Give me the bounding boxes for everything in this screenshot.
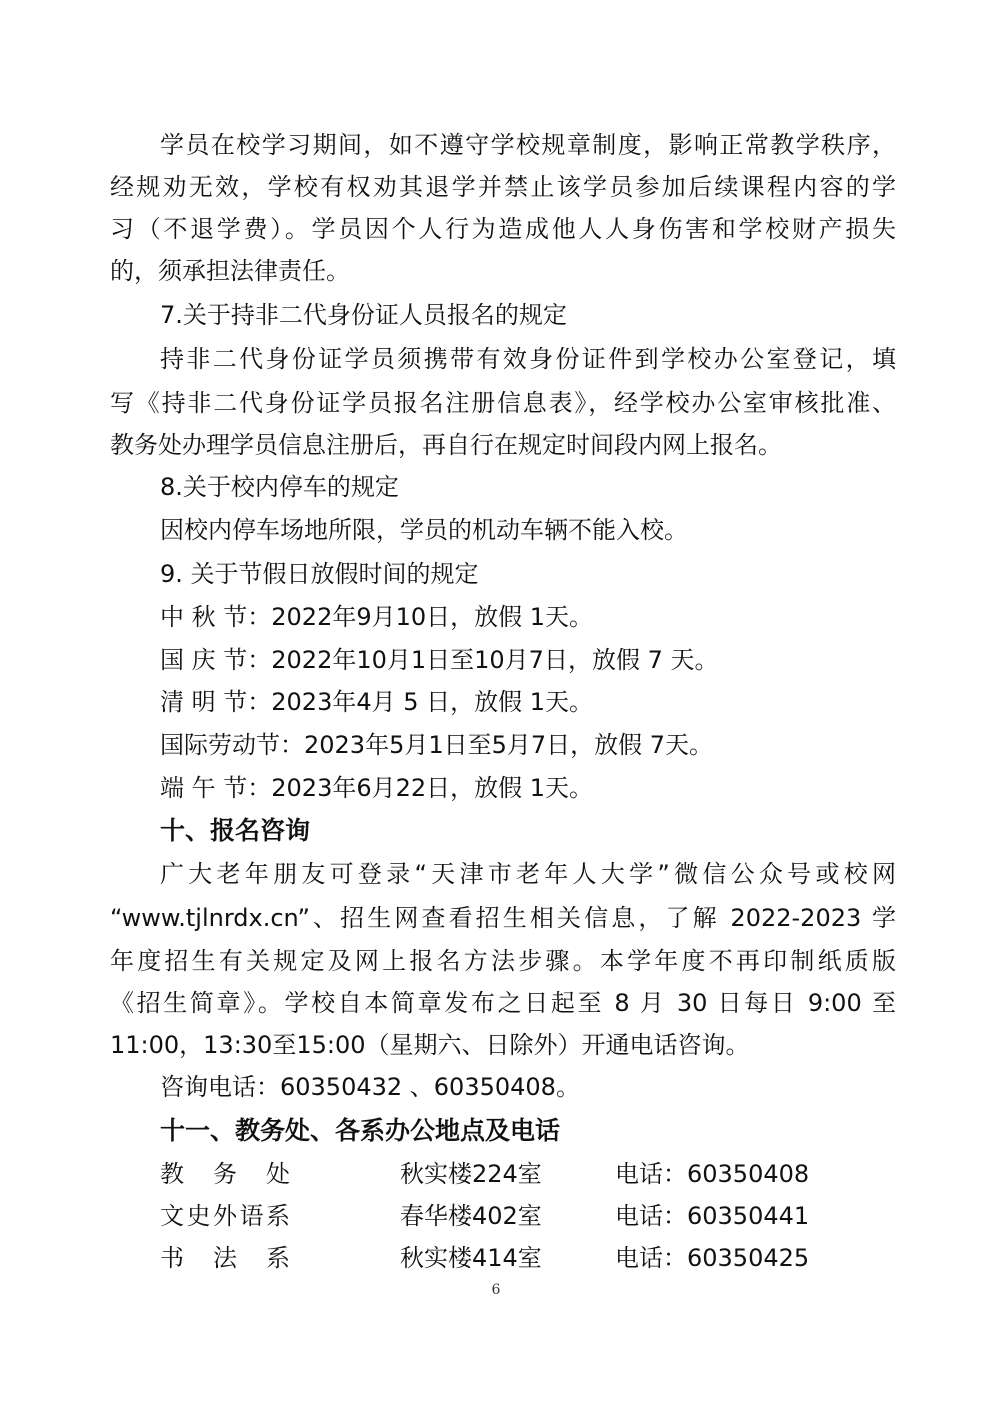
rules-paragraph-line-3: 习（不退学费）。学员因个人行为造成他人人身伤害和学校财产损失 <box>110 215 896 243</box>
section10-line-5: 11:00，13:30至15:00（星期六、日除外）开通电话咨询。 <box>110 1031 750 1059</box>
rules-paragraph-line-1: 学员在校学习期间，如不遵守学校规章制度，影响正常教学秩序， <box>160 131 896 159</box>
holiday-national-day: 国 庆 节：2022年10月1日至10月7日，放假 7 天。 <box>160 646 719 674</box>
rules-paragraph-line-4: 的，须承担法律责任。 <box>110 257 350 285</box>
rules-paragraph-line-2: 经规劝无效，学校有权劝其退学并禁止该学员参加后续课程内容的学 <box>110 173 896 201</box>
section10-heading: 十、报名咨询 <box>160 816 311 845</box>
holiday-labor-day: 国际劳动节：2023年5月1日至5月7日，放假 7天。 <box>160 731 714 759</box>
office-phone: 电话：60350408 <box>615 1160 810 1188</box>
office-location: 秋实楼224室 <box>400 1160 542 1188</box>
office-name: 文史外语系 <box>160 1202 290 1230</box>
page-number: 6 <box>491 1282 501 1298</box>
section7-line-2: 写《持非二代身份证学员报名注册信息表》，经学校办公室审核批准、 <box>110 389 896 417</box>
section8-title: 8.关于校内停车的规定 <box>160 473 399 501</box>
section10-line-3: 年度招生有关规定及网上报名方法步骤。本学年度不再印制纸质版 <box>110 947 896 975</box>
section11-heading: 十一、教务处、各系办公地点及电话 <box>160 1116 561 1145</box>
section10-line-2: “www.tjlnrdx.cn”、招生网查看招生相关信息，了解 2022-2023 学 <box>110 904 896 932</box>
holiday-qingming: 清 明 节：2023年4月 5 日，放假 1天。 <box>160 688 594 716</box>
holiday-dragon-boat: 端 午 节：2023年6月22日，放假 1天。 <box>160 774 594 802</box>
office-location: 秋实楼414室 <box>400 1244 542 1272</box>
office-name: 书法系 <box>160 1244 290 1272</box>
section7-line-3: 教务处办理学员信息注册后，再自行在规定时间段内网上报名。 <box>110 431 782 459</box>
consult-phone: 咨询电话：60350432 、60350408。 <box>160 1073 580 1101</box>
holiday-mid-autumn: 中 秋 节：2022年9月10日，放假 1天。 <box>160 603 594 631</box>
office-phone: 电话：60350425 <box>615 1244 810 1272</box>
section10-line-1: 广大老年朋友可登录“天津市老年人大学”微信公众号或校网 <box>160 860 896 888</box>
section10-line-4: 《招生简章》。学校自本简章发布之日起至 8 月 30 日每日 9:00 至 <box>110 989 896 1017</box>
section7-line-1: 持非二代身份证学员须携带有效身份证件到学校办公室登记，填 <box>160 345 896 373</box>
section8-text: 因校内停车场地所限，学员的机动车辆不能入校。 <box>160 516 688 544</box>
section7-title: 7.关于持非二代身份证人员报名的规定 <box>160 301 567 329</box>
section9-title: 9. 关于节假日放假时间的规定 <box>160 560 479 588</box>
office-location: 春华楼402室 <box>400 1202 542 1230</box>
office-name: 教务处 <box>160 1160 290 1188</box>
office-phone: 电话：60350441 <box>615 1202 810 1230</box>
